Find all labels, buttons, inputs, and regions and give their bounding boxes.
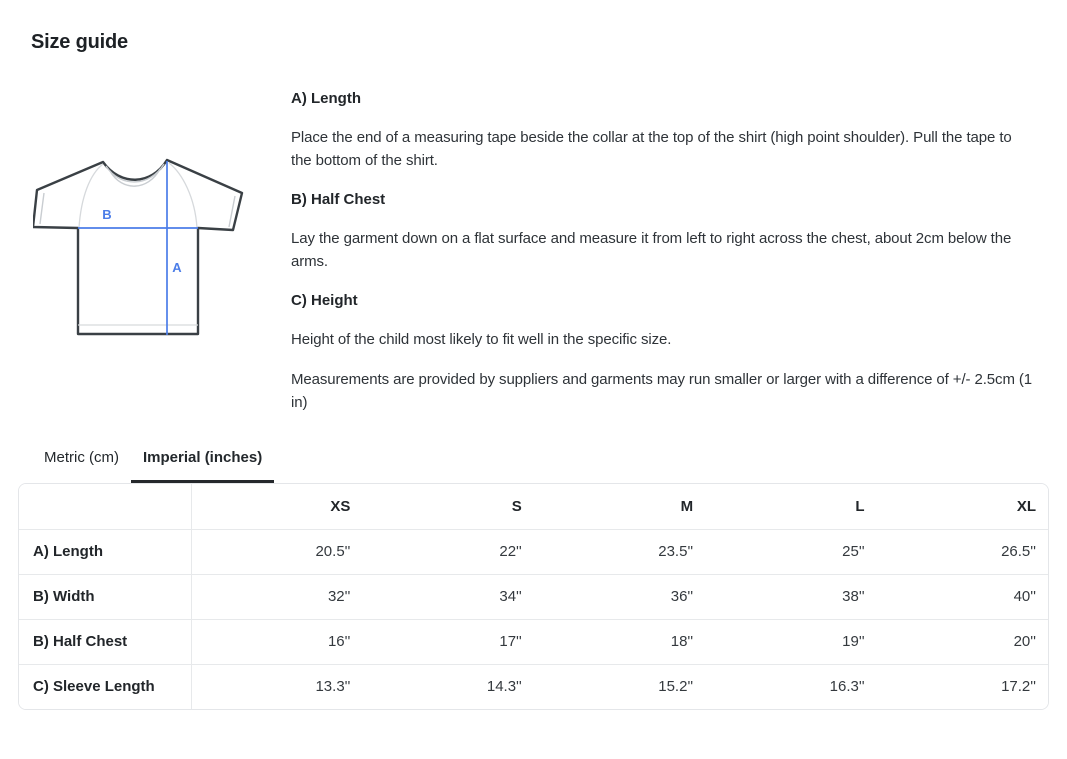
half-chest-m: 18'' <box>534 619 705 664</box>
size-table-header-row <box>19 484 1048 529</box>
measurement-instructions <box>291 88 1036 414</box>
measure-label-a: A <box>172 260 182 275</box>
units-tab-bar <box>32 445 1067 483</box>
length-l: 25'' <box>705 529 876 574</box>
width-xl: 40'' <box>877 574 1048 619</box>
corner-cell <box>19 484 191 529</box>
section-heading-length: A) Length <box>291 90 361 107</box>
row-label-sleeve-length: C) Sleeve Length <box>19 664 191 709</box>
table-row-sleeve-length <box>19 664 1048 709</box>
table-row-width <box>19 574 1048 619</box>
col-header-s: S <box>362 484 533 529</box>
col-header-m: M <box>534 484 705 529</box>
table-row-half-chest <box>19 619 1048 664</box>
section-body-length: Place the end of a measuring tape beside the collar at the top of the shirt (high point shoulder). Pull the tape to the bottom of the shirt. <box>291 129 1012 169</box>
half-chest-s: 17'' <box>362 619 533 664</box>
row-label-length: A) Length <box>19 529 191 574</box>
length-s: 22'' <box>362 529 533 574</box>
sleeve-length-l: 16.3'' <box>705 664 876 709</box>
half-chest-xs: 16'' <box>191 619 362 664</box>
col-header-l: L <box>705 484 876 529</box>
section-body-half-chest: Lay the garment down on a flat surface and measure it from left to right across the chest, about 2cm below the arms. <box>291 230 1012 270</box>
tab-metric[interactable]: Metric (cm) <box>32 445 131 483</box>
table-row-length <box>19 529 1048 574</box>
sleeve-length-s: 14.3'' <box>362 664 533 709</box>
section-heading-half-chest: B) Half Chest <box>291 191 386 208</box>
width-l: 38'' <box>705 574 876 619</box>
col-header-xl: XL <box>877 484 1048 529</box>
page-title: Size guide <box>31 31 128 53</box>
tab-imperial[interactable]: Imperial (inches) <box>131 445 274 483</box>
length-xl: 26.5'' <box>877 529 1048 574</box>
measurements-disclaimer: Measurements are provided by suppliers and garments may run smaller or larger with a difference of +/- 2.5cm (1 in) <box>291 371 1033 411</box>
tshirt-diagram-column <box>31 88 291 414</box>
length-xs: 20.5'' <box>191 529 362 574</box>
size-guide-page <box>0 31 1067 759</box>
col-header-xs: XS <box>191 484 362 529</box>
row-label-half-chest: B) Half Chest <box>19 619 191 664</box>
section-heading-height: C) Height <box>291 292 358 309</box>
half-chest-l: 19'' <box>705 619 876 664</box>
sleeve-length-xs: 13.3'' <box>191 664 362 709</box>
width-s: 34'' <box>362 574 533 619</box>
size-table-container <box>18 483 1049 710</box>
size-guide-content <box>0 88 1067 414</box>
width-m: 36'' <box>534 574 705 619</box>
sleeve-length-xl: 17.2'' <box>877 664 1048 709</box>
width-xs: 32'' <box>191 574 362 619</box>
sleeve-length-m: 15.2'' <box>534 664 705 709</box>
section-body-height: Height of the child most likely to fit well in the specific size. <box>291 331 672 348</box>
tshirt-diagram <box>33 157 245 339</box>
length-m: 23.5'' <box>534 529 705 574</box>
size-table <box>19 484 1048 709</box>
row-label-width: B) Width <box>19 574 191 619</box>
measure-label-b: B <box>102 207 112 222</box>
half-chest-xl: 20'' <box>877 619 1048 664</box>
